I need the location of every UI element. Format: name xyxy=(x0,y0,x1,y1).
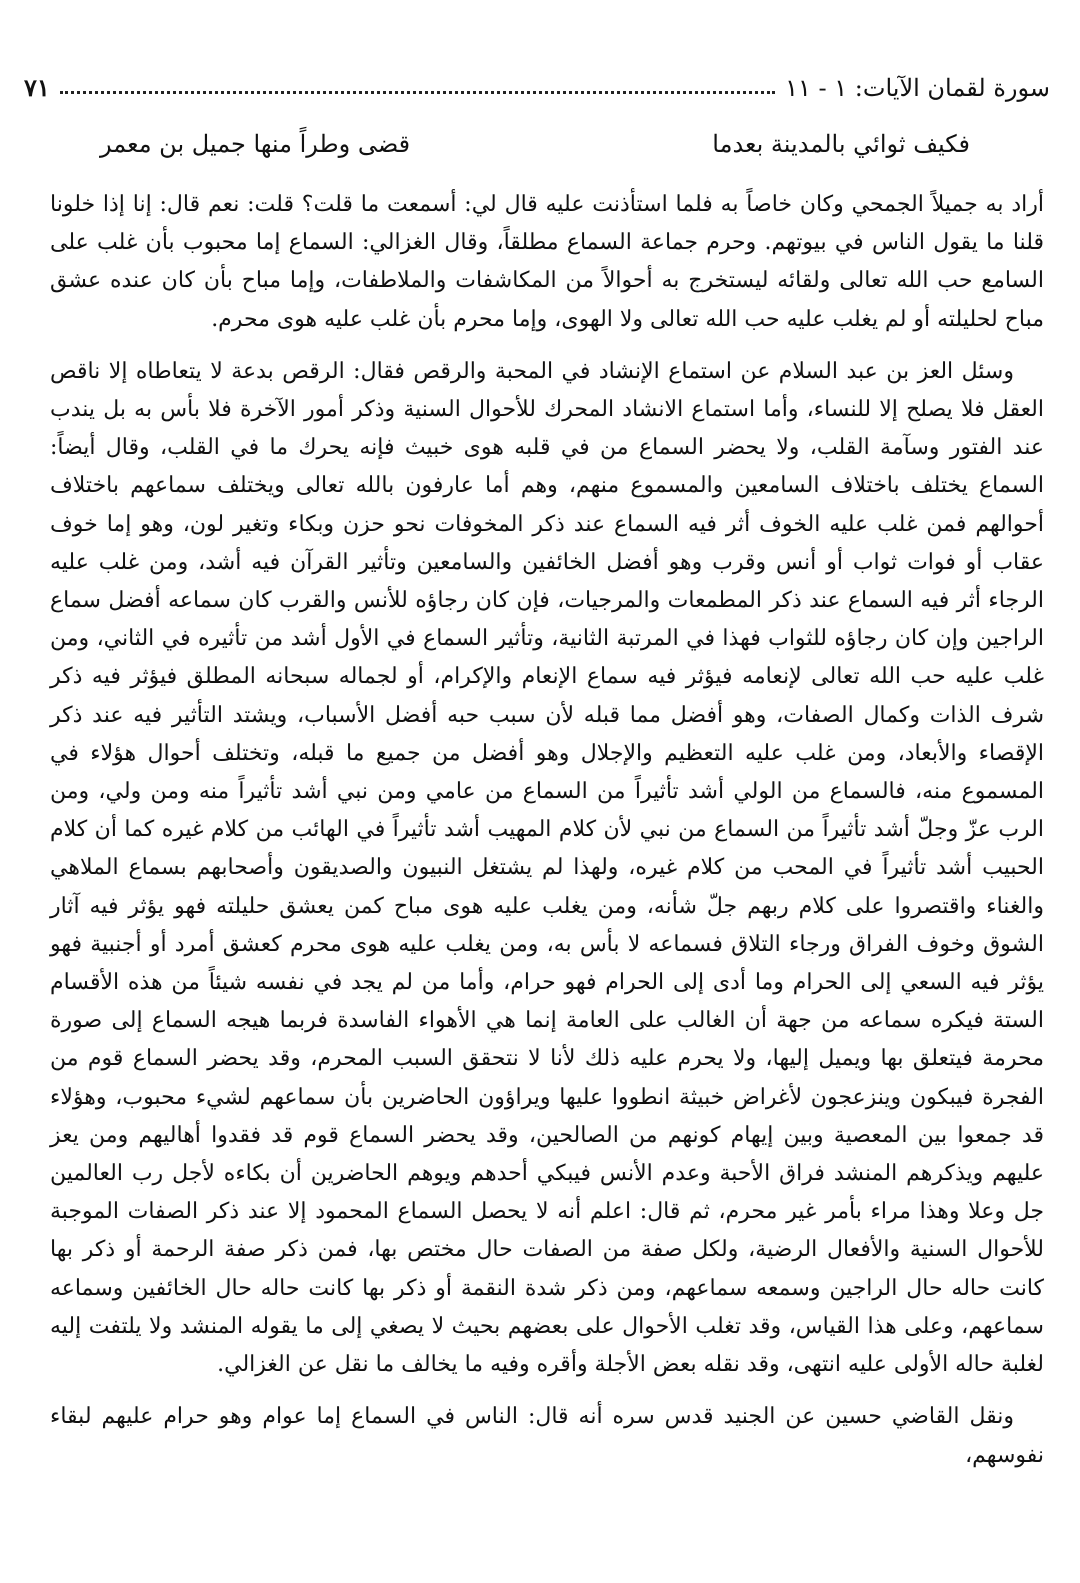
poem-verse xyxy=(100,130,970,174)
verse-second-hemistich: قضى وطراً منها جميل بن معمر xyxy=(100,130,411,158)
page-body xyxy=(50,186,1044,1475)
page-number: ٧١ xyxy=(24,73,50,102)
running-header xyxy=(24,62,1050,102)
paragraph-2: وسئل العز بن عبد السلام عن استماع الإنشاد في المحبة والرقص فقال: الرقص بدعة لا يتعاطاه إلا ناقص العقل فلا يصلح إلا للنساء، وأما استماع الانشاد المحرك للأحوال السنية وذكر أمور الآخرة فلا بأس به بل يندب عند الفتور وسآمة القلب، ولا يحضر السماع من في قلبه هوى خبيث فإنه يحرك ما في القلب، وقال أيضاً: السماع يختلف باختلاف السامعين والمسموع منهم، وهم أما عارفون بالله تعالى ويختلف سماعهم باختلاف أحوالهم فمن غلب عليه الخوف أثر فيه السماع عند ذكر المخوفات نحو حزن وبكاء وتغير لون، وهو إما خوف عقاب أو فوات ثواب أو أنس وقرب وهو أفضل الخائفين والسامعين وتأثير القرآن فيه أشد، ومن غلب عليه الرجاء أثر فيه السماع عند ذكر المطمعات والمرجيات، فإن كان رجاؤه للأنس والقرب كان سماعه أفضل سماع الراجين وإن كان رجاؤه للثواب فهذا في المرتبة الثانية، وتأثير السماع في الأول أشد من تأثيره في الثاني، ومن غلب عليه حب الله تعالى لإنعامه فيؤثر فيه سماع الإنعام والإكرام، أو لجماله سبحانه المطلق فيؤثر فيه ذكر شرف الذات وكمال الصفات، وهو أفضل مما قبله لأن سبب حبه أفضل الأسباب، ويشتد التأثير فيه عند ذكر الإقصاء والأبعاد، ومن غلب عليه التعظيم والإجلال وهو أفضل من جميع ما قبله، وتختلف أحوال هؤلاء في المسموع منه، فالسماع من الولي أشد تأثيراً من السماع من عامي ومن نبي أشد تأثيراً منه ومن ولي، ومن الرب عزّ وجلّ أشد تأثيراً من السماع من نبي لأن كلام المهيب أشد تأثيراً في الهائب من كلام غيره كما أن كلام الحبيب أشد تأثيراً في المحب من كلام غيره، ولهذا لم يشتغل النبيون والصديقون وأصحابهم بسماع الملاهي والغناء واقتصروا على كلام ربهم جلّ شأنه، ومن يغلب عليه هوى مباح كمن يعشق حليلته فهو يؤثر فيه آثار الشوق وخوف الفراق ورجاء التلاق فسماعه لا بأس به، ومن يغلب عليه هوى محرم كعشق أمرد أو أجنبية فهو يؤثر فيه السعي إلى الحرام وما أدى إلى الحرام فهو حرام، وأما من لم يجد في نفسه شيئاً من هذه الأقسام الستة فيكره سماعه من جهة أن الغالب على العامة إنما هي الأهواء الفاسدة فربما هيجه السماع إلى صورة محرمة فيتعلق بها ويميل إليها، ولا يحرم عليه ذلك لأنا لا نتحقق السبب المحرم، وقد يحضر السماع قوم من الفجرة فيبكون وينزعجون لأغراض خبيثة انطووا عليها ويراؤون الحاضرين بأن سماعهم لشيء محبوب، وهؤلاء قد جمعوا بين المعصية وبين إيهام كونهم من الصالحين، وقد يحضر السماع قوم قد فقدوا أهاليهم ومن يعز عليهم ويذكرهم المنشد فراق الأحبة وعدم الأنس فيبكي أحدهم ويوهم الحاضرين أن بكاءه لأجل رب العالمين جل وعلا وهذا مراء بأمر غير محرم، ثم قال: اعلم أنه لا يحصل السماع المحمود إلا عند ذكر الصفات الموجبة للأحوال السنية والأفعال الرضية، ولكل صفة من الصفات حال مختص بها، فمن ذكر صفة الرحمة أو ذكر بها كانت حاله حال الراجين وسمعه سماعهم، ومن ذكر شدة النقمة أو ذكر بها كانت حاله حال الخائفين وسماعه سماعهم، وعلى هذا القياس، وقد تغلب الأحوال على بعضهم بحيث لا يصغي إلى ما يقوله المنشد ولا يلتفت إليه لغلبة حاله الأولى عليه انتهى، وقد نقله بعض الأجلة وأقره وفيه ما يخالف ما نقل عن الغزالي. xyxy=(50,358,1045,1378)
verse-first-hemistich: فكيف ثوائي بالمدينة بعدما xyxy=(712,130,970,158)
header-dot-leader xyxy=(60,90,775,94)
header-title: سورة لقمان الآيات: ١ - ١١ xyxy=(785,74,1050,102)
paragraph-3: ونقل القاضي حسين عن الجنيد قدس سره أنه قال: الناس في السماع إما عوام وهو حرام عليهم لبقاء نفوسهم، xyxy=(50,1404,1044,1468)
paragraph-1: أراد به جميلاً الجمحي وكان خاصاً به فلما استأذنت عليه قال لي: أسمعت ما قلت؟ قلت: نعم قال: إنا إذا خلونا قلنا ما يقول الناس في بيوتهم. وحرم جماعة السماع مطلقاً، وقال الغزالي: السماع إما محبوب بأن غلب على السامع حب الله تعالى ولقائه ليستخرج به أحوالاً من المكاشفات والملاطفات، وإما مباح بأن كان عنده عشق مباح لحليلته أو لم يغلب عليه حب الله تعالى ولا الهوى، وإما محرم بأن غلب عليه هوى محرم. xyxy=(50,192,1044,332)
